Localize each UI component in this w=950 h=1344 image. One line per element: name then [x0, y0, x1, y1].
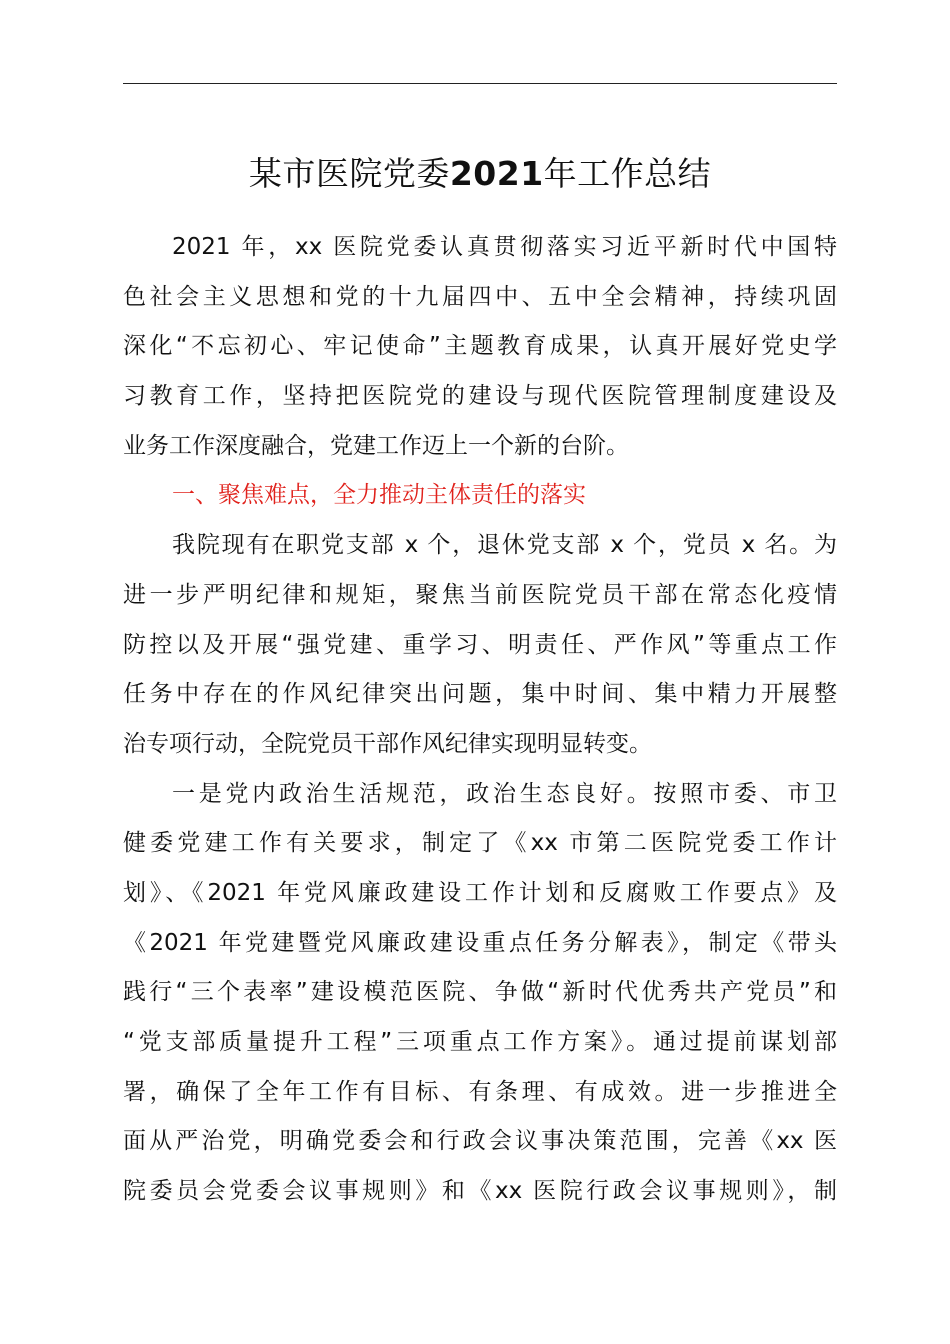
paragraph-line: 划》、《2021 年党风廉政建设工作计划和反腐败工作要点》及 [123, 879, 837, 906]
paragraph-line: 进一步严明纪律和规矩，聚焦当前医院党员干部在常态化疫情 [123, 581, 837, 608]
paragraph-line: 我院现有在职党支部 x 个，退休党支部 x 个，党员 x 名。为 [172, 532, 837, 559]
paragraph-line: 署，确保了全年工作有目标、有条理、有成效。进一步推进全 [123, 1078, 837, 1105]
paragraph-line: 任务中存在的作风纪律突出问题，集中时间、集中精力开展整 [123, 681, 837, 708]
title-prefix: 某市医院党委 [248, 154, 450, 193]
document-body [123, 223, 837, 1217]
paragraph-line: 治专项行动，全院党员干部作风纪律实现明显转变。 [123, 730, 652, 757]
paragraph-line: 业务工作深度融合，党建工作迈上一个新的台阶。 [123, 432, 629, 459]
header-rule [123, 83, 837, 84]
paragraph-line: 色社会主义思想和党的十九届四中、五中全会精神，持续巩固 [123, 283, 837, 310]
paragraph-line: 践行“三个表率”建设模范医院、争做“新时代优秀共产党员”和 [123, 979, 837, 1006]
paragraph-line: 院委员会党委会议事规则》和《xx 医院行政会议事规则》，制 [123, 1178, 837, 1205]
paragraph-line: 健委党建工作有关要求，制定了《xx 市第二医院党委工作计 [123, 830, 837, 857]
paragraph-line: “党支部质量提升工程”三项重点工作方案》。通过提前谋划部 [123, 1029, 837, 1055]
paragraph-line: 《2021 年党建暨党风廉政建设重点任务分解表》，制定《带头 [123, 929, 837, 956]
section-heading: 一、聚焦难点，全力推动主体责任的落实 [172, 482, 586, 509]
title-year: 2021 [449, 154, 544, 193]
paragraph-line: 深化“不忘初心、牢记使命”主题教育成果，认真开展好党史学 [123, 333, 837, 360]
paragraph-line: 一是党内政治生活规范，政治生态良好。按照市委、市卫 [172, 780, 837, 807]
document-title [123, 146, 837, 202]
paragraph-line: 面从严治党，明确党委会和行政会议事决策范围，完善《xx 医 [123, 1128, 837, 1155]
paragraph-line: 2021 年，xx 医院党委认真贯彻落实习近平新时代中国特 [172, 234, 837, 260]
paragraph-line: 防控以及开展“强党建、重学习、明责任、严作风”等重点工作 [123, 631, 837, 658]
paragraph-line: 习教育工作，坚持把医院党的建设与现代医院管理制度建设及 [123, 383, 837, 410]
title-suffix: 年工作总结 [543, 154, 712, 193]
